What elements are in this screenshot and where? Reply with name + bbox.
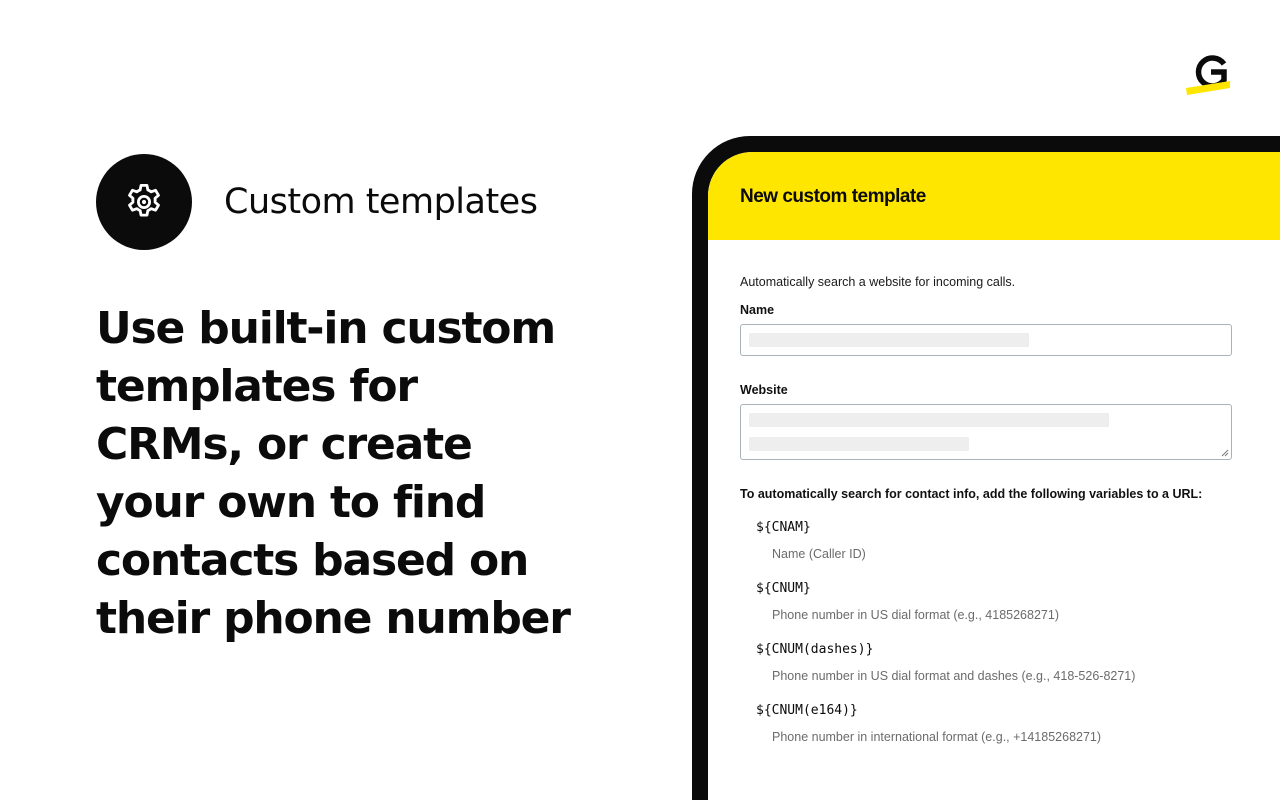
- headline-line: your own to find: [96, 477, 486, 528]
- feature-icon-badge: [96, 154, 192, 250]
- variable-description: Phone number in US dial format and dashes (e.g., 418-526-8271): [772, 669, 1136, 683]
- variable-item: [756, 642, 1280, 703]
- textarea-placeholder-skeleton: [749, 413, 1109, 427]
- brand-logo: [1186, 48, 1232, 96]
- variable-description: Name (Caller ID): [772, 547, 866, 561]
- modal-title: New custom template: [740, 186, 926, 207]
- modal-description: Automatically search a website for incoming calls.: [740, 275, 1016, 289]
- headline-line: Use built-in custom: [96, 303, 555, 354]
- website-label: Website: [740, 383, 788, 397]
- name-label: Name: [740, 303, 775, 317]
- modal-header: [708, 152, 1280, 240]
- g-logo-icon: [1186, 48, 1232, 96]
- headline-line: contacts based on: [96, 535, 529, 586]
- gear-icon: [123, 181, 165, 223]
- name-input[interactable]: [740, 324, 1232, 356]
- headline-line: templates for: [96, 361, 417, 412]
- headline-line: their phone number: [96, 593, 570, 644]
- textarea-placeholder-skeleton: [749, 437, 969, 451]
- variable-item: [756, 520, 1280, 581]
- resize-handle-icon[interactable]: [1221, 449, 1229, 457]
- headline-line: CRMs, or create: [96, 419, 472, 470]
- variables-heading: To automatically search for contact info, add the following variables to a URL:: [740, 487, 1203, 501]
- variables-list: [756, 520, 1280, 764]
- variable-item: [756, 581, 1280, 642]
- marketing-headline: [96, 300, 596, 648]
- variable-code: ${CNUM(dashes)}: [756, 642, 874, 657]
- variable-code: ${CNUM}: [756, 581, 811, 596]
- input-placeholder-skeleton: [749, 333, 1029, 347]
- variable-code: ${CNAM}: [756, 520, 811, 535]
- variable-item: [756, 703, 1280, 764]
- feature-title: Custom templates: [224, 182, 538, 222]
- website-textarea[interactable]: [740, 404, 1232, 460]
- variable-description: Phone number in international format (e.g., +14185268271): [772, 730, 1102, 744]
- variable-code: ${CNUM(e164)}: [756, 703, 858, 718]
- device-screen: [708, 152, 1280, 800]
- variable-description: Phone number in US dial format (e.g., 4185268271): [772, 608, 1059, 622]
